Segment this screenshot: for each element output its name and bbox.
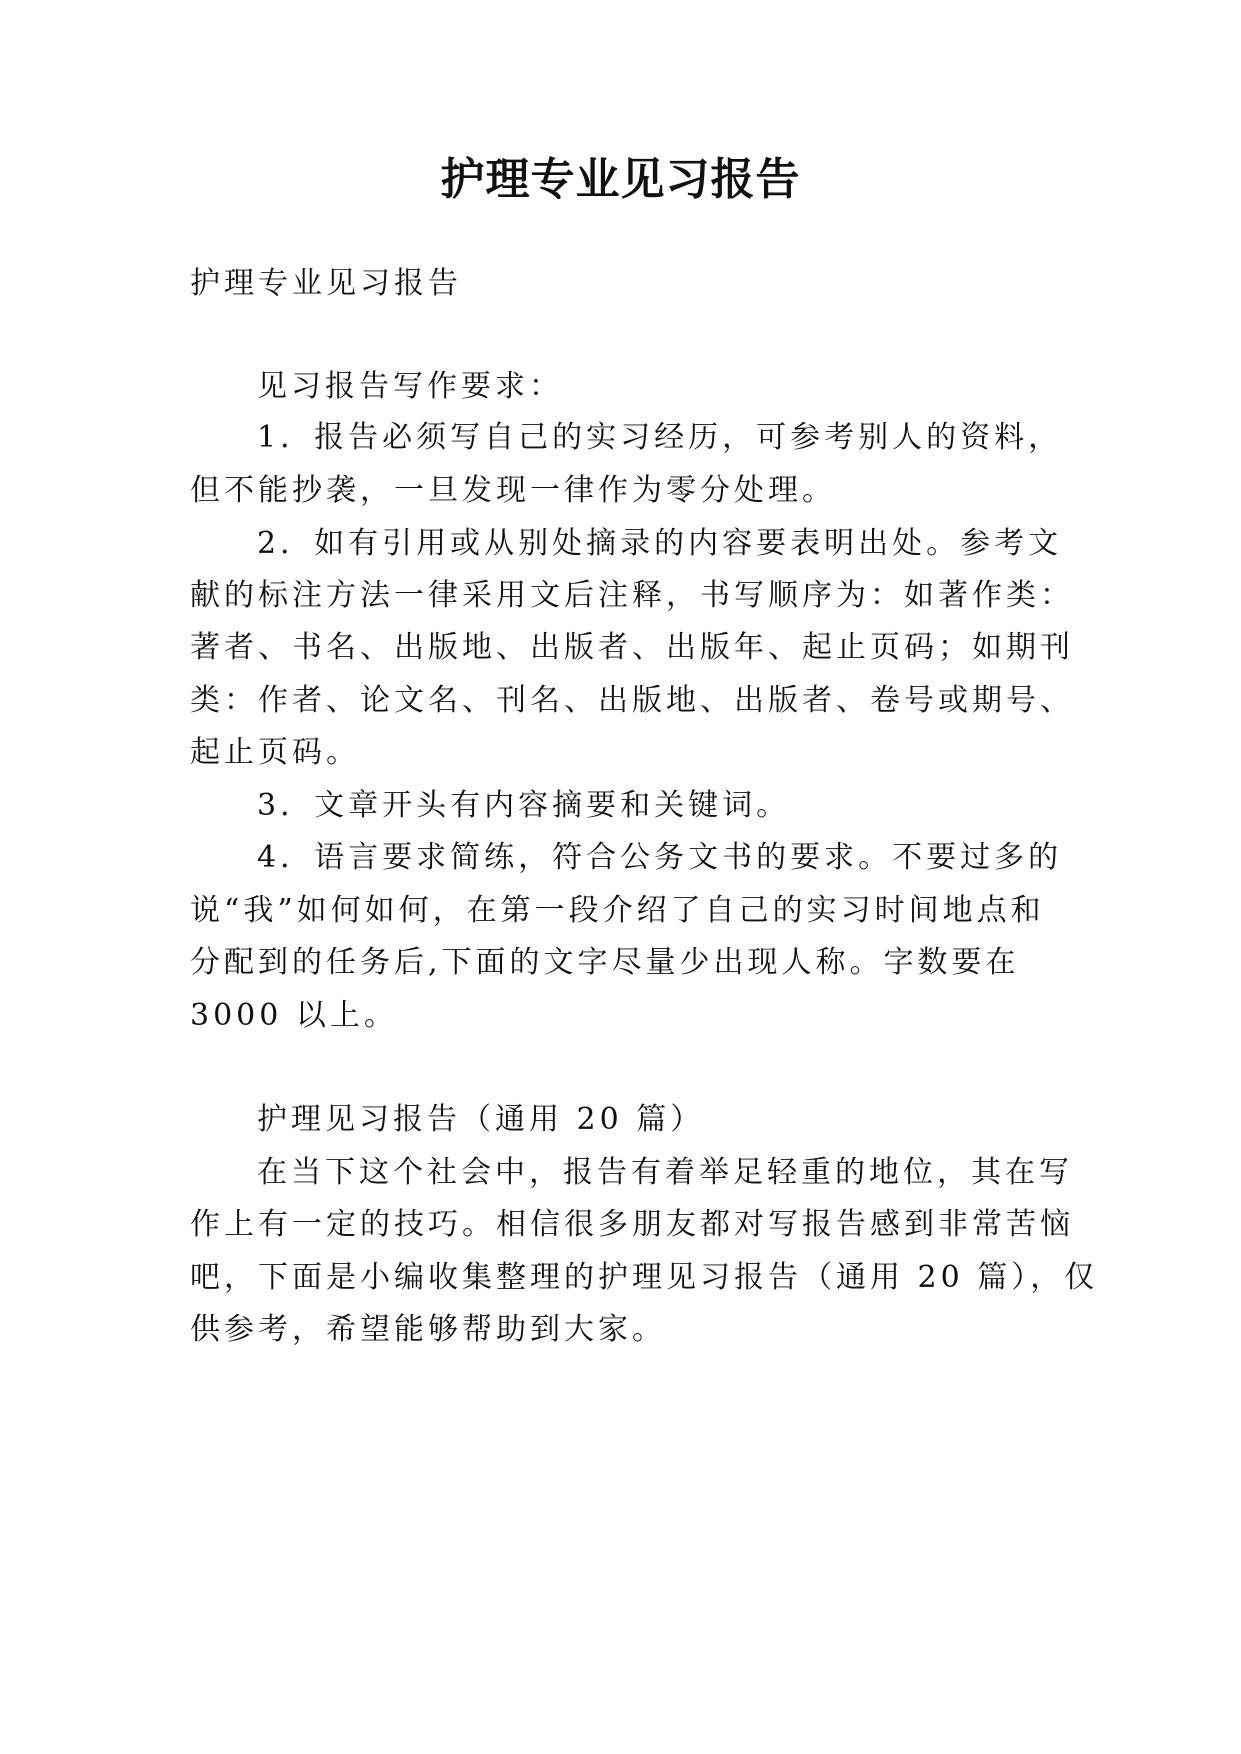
document-title: 护理专业见习报告 — [440, 154, 801, 205]
intro-line-4: 供参考，希望能够帮助到大家。 — [190, 1312, 666, 1347]
requirement-4-line-4: 3000 以上。 — [190, 998, 398, 1033]
requirement-4-line-2: 说“我”如何如何，在第一段介绍了自己的实习时间地点和 — [190, 893, 1045, 928]
requirements-heading: 见习报告写作要求： — [257, 369, 563, 404]
intro-line-2: 作上有一定的技巧。相信很多朋友都对写报告感到非常苦恼 — [190, 1207, 1074, 1242]
requirement-2-line-4: 类：作者、论文名、刊名、出版地、出版者、卷号或期号、 — [190, 683, 1074, 718]
requirement-1-line-1: 1．报告必须写自己的实习经历，可参考别人的资料， — [257, 420, 1063, 455]
requirement-1-line-2: 但不能抄袭，一旦发现一律作为零分处理。 — [190, 473, 836, 508]
section-heading: 护理见习报告（通用 20 篇） — [257, 1102, 705, 1137]
requirement-2-line-2: 献的标注方法一律采用文后注释，书写顺序为：如著作类： — [190, 578, 1074, 613]
requirement-2-line-3: 著者、书名、出版地、出版者、出版年、起止页码；如期刊 — [190, 630, 1074, 665]
requirement-4-line-1: 4．语言要求简练，符合公务文书的要求。不要过多的 — [257, 840, 1063, 875]
document-subtitle: 护理专业见习报告 — [190, 266, 462, 301]
intro-line-1: 在当下这个社会中，报告有着举足轻重的地位，其在写 — [257, 1155, 1073, 1190]
requirement-2-line-5: 起止页码。 — [190, 735, 360, 770]
requirement-2-line-1: 2．如有引用或从别处摘录的内容要表明出处。参考文 — [257, 526, 1063, 561]
intro-line-3: 吧，下面是小编收集整理的护理见习报告（通用 20 篇），仅 — [190, 1260, 1099, 1295]
requirement-4-line-3: 分配到的任务后,下面的文字尽量少出现人称。字数要在 — [190, 945, 1020, 980]
requirement-3-line-1: 3．文章开头有内容摘要和关键词。 — [257, 788, 791, 823]
